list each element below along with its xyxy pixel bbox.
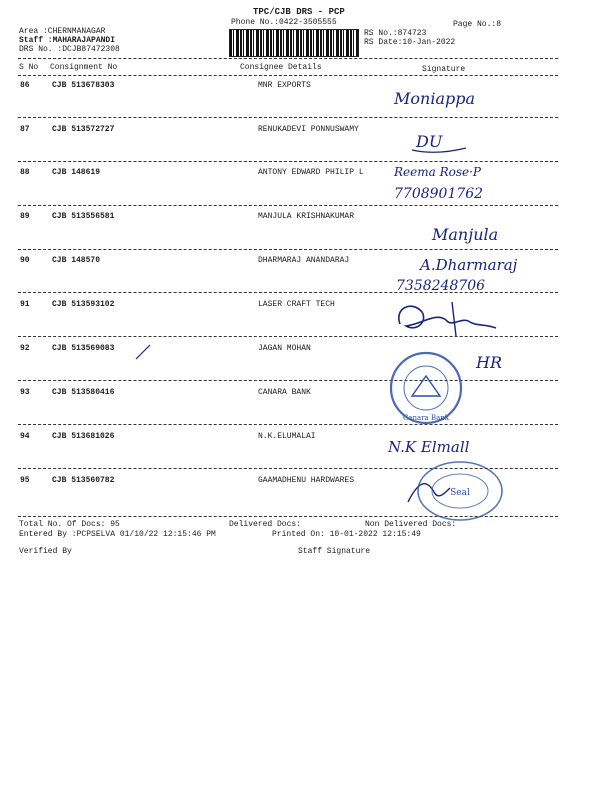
divider bbox=[18, 424, 558, 425]
row-consignment: CJB 513593102 bbox=[52, 300, 115, 309]
printed-on: Printed On: 10-01-2022 12:15:49 bbox=[272, 530, 421, 539]
signature-94 bbox=[386, 430, 506, 460]
row-consignment: CJB 148570 bbox=[52, 256, 101, 265]
signature-88 bbox=[392, 160, 492, 204]
row-sno: 89 bbox=[20, 212, 30, 221]
row-consignee: JAGAN MOHAN bbox=[258, 344, 311, 353]
row-sno: 93 bbox=[20, 388, 30, 397]
col-sno: S No bbox=[19, 63, 39, 72]
col-consignment: Consignment No bbox=[50, 63, 118, 72]
page-number: Page No.:8 bbox=[453, 20, 502, 29]
signature-87 bbox=[410, 128, 470, 154]
svg-text:Canara Bank: Canara Bank bbox=[402, 414, 450, 422]
divider bbox=[18, 58, 558, 59]
row-consignee: LASER CRAFT TECH bbox=[258, 300, 335, 309]
svg-text:DU: DU bbox=[416, 132, 443, 151]
divider bbox=[18, 380, 558, 381]
signature-90 bbox=[394, 252, 544, 296]
row-consignment: CJB 148619 bbox=[52, 168, 101, 177]
svg-text:HR: HR bbox=[476, 353, 502, 372]
col-signature: Signature bbox=[422, 65, 466, 74]
svg-text:Seal: Seal bbox=[450, 488, 470, 498]
row-consignment: CJB 513681026 bbox=[52, 432, 115, 441]
svg-text:N.K Elmall: N.K Elmall bbox=[388, 438, 470, 456]
svg-text:Reema Rose·P: Reema Rose·P bbox=[394, 165, 481, 179]
row-sno: 94 bbox=[20, 432, 30, 441]
tick-mark bbox=[134, 343, 154, 361]
bank-stamp bbox=[388, 350, 464, 426]
row-consignee: CANARA BANK bbox=[258, 388, 311, 397]
non-delivered-docs: Non Delivered Docs: bbox=[365, 520, 457, 529]
row-consignment: CJB 513678303 bbox=[52, 81, 115, 90]
row-consignee: DHARMARAJ ANANDARAJ bbox=[258, 256, 350, 265]
signature-91 bbox=[392, 298, 502, 338]
verified-by: Verified By bbox=[19, 547, 72, 556]
barcode bbox=[229, 29, 359, 57]
svg-text:7708901762: 7708901762 bbox=[394, 186, 484, 202]
row-sno: 91 bbox=[20, 300, 30, 309]
staff-label: Staff :MAHARAJAPANDI bbox=[19, 36, 116, 45]
svg-text:Moniappa: Moniappa bbox=[394, 89, 475, 108]
row-sno: 86 bbox=[20, 81, 30, 90]
drs-number: DRS No. :DCJB87472308 bbox=[19, 45, 120, 54]
row-consignment: CJB 513580416 bbox=[52, 388, 115, 397]
signature-92 bbox=[472, 348, 532, 376]
entered-by: Entered By :PCPSELVA 01/10/22 12:15:46 PM bbox=[19, 530, 216, 539]
rs-date: RS Date:10-Jan-2022 bbox=[364, 38, 456, 47]
round-stamp bbox=[414, 458, 506, 524]
svg-text:A.Dharmaraj: A.Dharmaraj bbox=[420, 256, 518, 274]
row-consignee: GAAMADHENU HARDWARES bbox=[258, 476, 355, 485]
row-sno: 88 bbox=[20, 168, 30, 177]
staff-signature: Staff Signature bbox=[298, 547, 371, 556]
row-consignment: CJB 513556581 bbox=[52, 212, 115, 221]
row-consignee: RENUKADEVI PONNUSWAMY bbox=[258, 125, 359, 134]
row-consignment: CJB 513560782 bbox=[52, 476, 115, 485]
svg-text:7358248706: 7358248706 bbox=[396, 278, 486, 294]
signature-86 bbox=[390, 84, 550, 114]
signature-89 bbox=[428, 218, 528, 252]
row-sno: 87 bbox=[20, 125, 30, 134]
svg-text:Manjula: Manjula bbox=[432, 225, 499, 244]
phone-number: Phone No.:0422-3505555 bbox=[231, 18, 337, 27]
area-label: Area :CHERNMANAGAR bbox=[19, 27, 106, 36]
row-sno: 92 bbox=[20, 344, 30, 353]
row-consignment: CJB 513569083 bbox=[52, 344, 115, 353]
row-sno: 90 bbox=[20, 256, 30, 265]
divider bbox=[18, 75, 558, 76]
col-consignee: Consignee Details bbox=[240, 63, 322, 72]
row-consignee: ANTONY EDWARD PHILIP L bbox=[258, 168, 364, 177]
report-title: TPC/CJB DRS - PCP bbox=[253, 7, 345, 17]
row-consignee: N.K.ELUMALAI bbox=[258, 432, 316, 441]
divider bbox=[18, 205, 558, 206]
row-consignment: CJB 513572727 bbox=[52, 125, 115, 134]
row-sno: 95 bbox=[20, 476, 30, 485]
total-docs: Total No. Of Docs: 95 bbox=[19, 520, 120, 529]
row-consignee: MNR EXPORTS bbox=[258, 81, 311, 90]
divider bbox=[18, 117, 558, 118]
rs-number: RS No.:874723 bbox=[364, 29, 427, 38]
delivered-docs: Delivered Docs: bbox=[229, 520, 302, 529]
row-consignee: MANJULA KRISHNAKUMAR bbox=[258, 212, 355, 221]
